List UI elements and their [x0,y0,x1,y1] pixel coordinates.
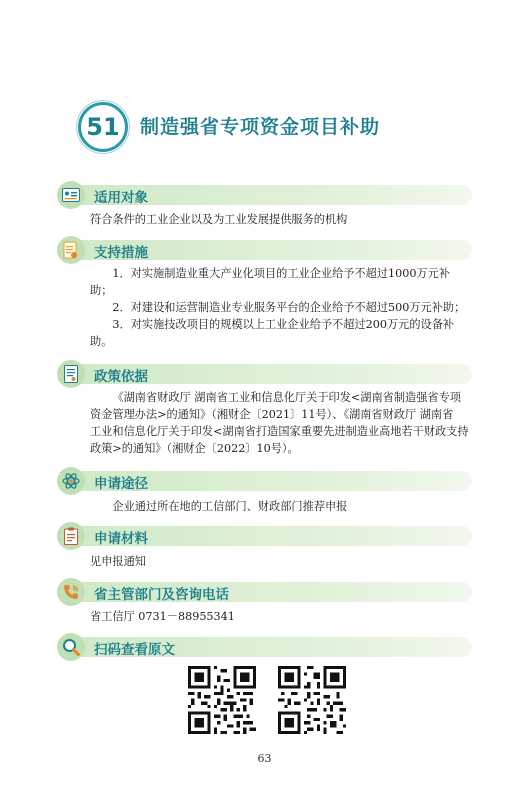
section-body-route [90,498,478,515]
section-body-materials [90,553,478,570]
body-line: 《湖南省财政厅 湖南省工业和信息化厅关于印发<湖南省制造强省专项 [112,391,461,404]
body-line: 见申报通知 [90,555,146,568]
section-label: 省主管部门及咨询电话 [94,587,229,603]
atom-route-icon [57,467,85,495]
section-label: 适用对象 [94,190,148,206]
section-header-measures [66,240,472,260]
qr-code-left [188,666,256,734]
section-label: 申请途径 [94,476,148,492]
body-line: 资金管理办法>的通知》（湘财企〔2021〕11号）、《湖南省财政厅 湖南省 [90,408,454,421]
section-label: 政策依据 [94,369,148,385]
magnifier-icon [57,633,85,661]
body-line: 企业通过所在地的工信部门、财政部门推荐申报 [112,500,348,513]
section-header-target [66,185,472,205]
section-header-contact [66,582,472,602]
body-line: 助。 [90,335,113,348]
qr-code-right [278,666,346,734]
section-header-policy [66,364,472,384]
section-label: 支持措施 [94,245,148,261]
id-card-icon [57,181,85,209]
page-number: 63 [257,752,272,765]
section-label: 申请材料 [94,531,148,547]
section-header-materials [66,526,472,546]
section-body-target [90,211,478,228]
body-line: 助； [90,284,113,297]
title-block [78,102,498,158]
body-line: 省工信厅 0731－88955341 [90,610,235,623]
document-edit-icon [57,236,85,264]
body-line: 1．对实施制造业重大产业化项目的工业企业给予不超过1000万元补 [112,267,451,280]
section-body-contact [90,608,478,625]
section-body-measures [90,265,478,350]
body-line: 2．对建设和运营制造业专业服务平台的企业给予不超过500万元补助； [112,301,466,314]
clipboard-icon [57,522,85,550]
body-line: 政策>的通知》（湘财企〔2022〕10号）。 [90,442,299,455]
body-line: 3．对实施技改项目的规模以上工业企业给予不超过200万元的设备补 [112,318,455,331]
body-line: 工业和信息化厅关于印发<湖南省打造国家重要先进制造业高地若干财政支持 [90,425,469,438]
section-header-route [66,471,472,491]
phone-icon [57,578,85,606]
section-body-policy [90,389,478,457]
policy-document-icon [57,360,85,388]
body-line: 符合条件的工业企业以及为工业发展提供服务的机构 [90,213,348,226]
section-header-scan [66,637,472,657]
item-number-badge: 51 [78,102,128,152]
page-title: 制造强省专项资金项目补助 [140,116,381,138]
section-label: 扫码查看原文 [94,642,175,658]
